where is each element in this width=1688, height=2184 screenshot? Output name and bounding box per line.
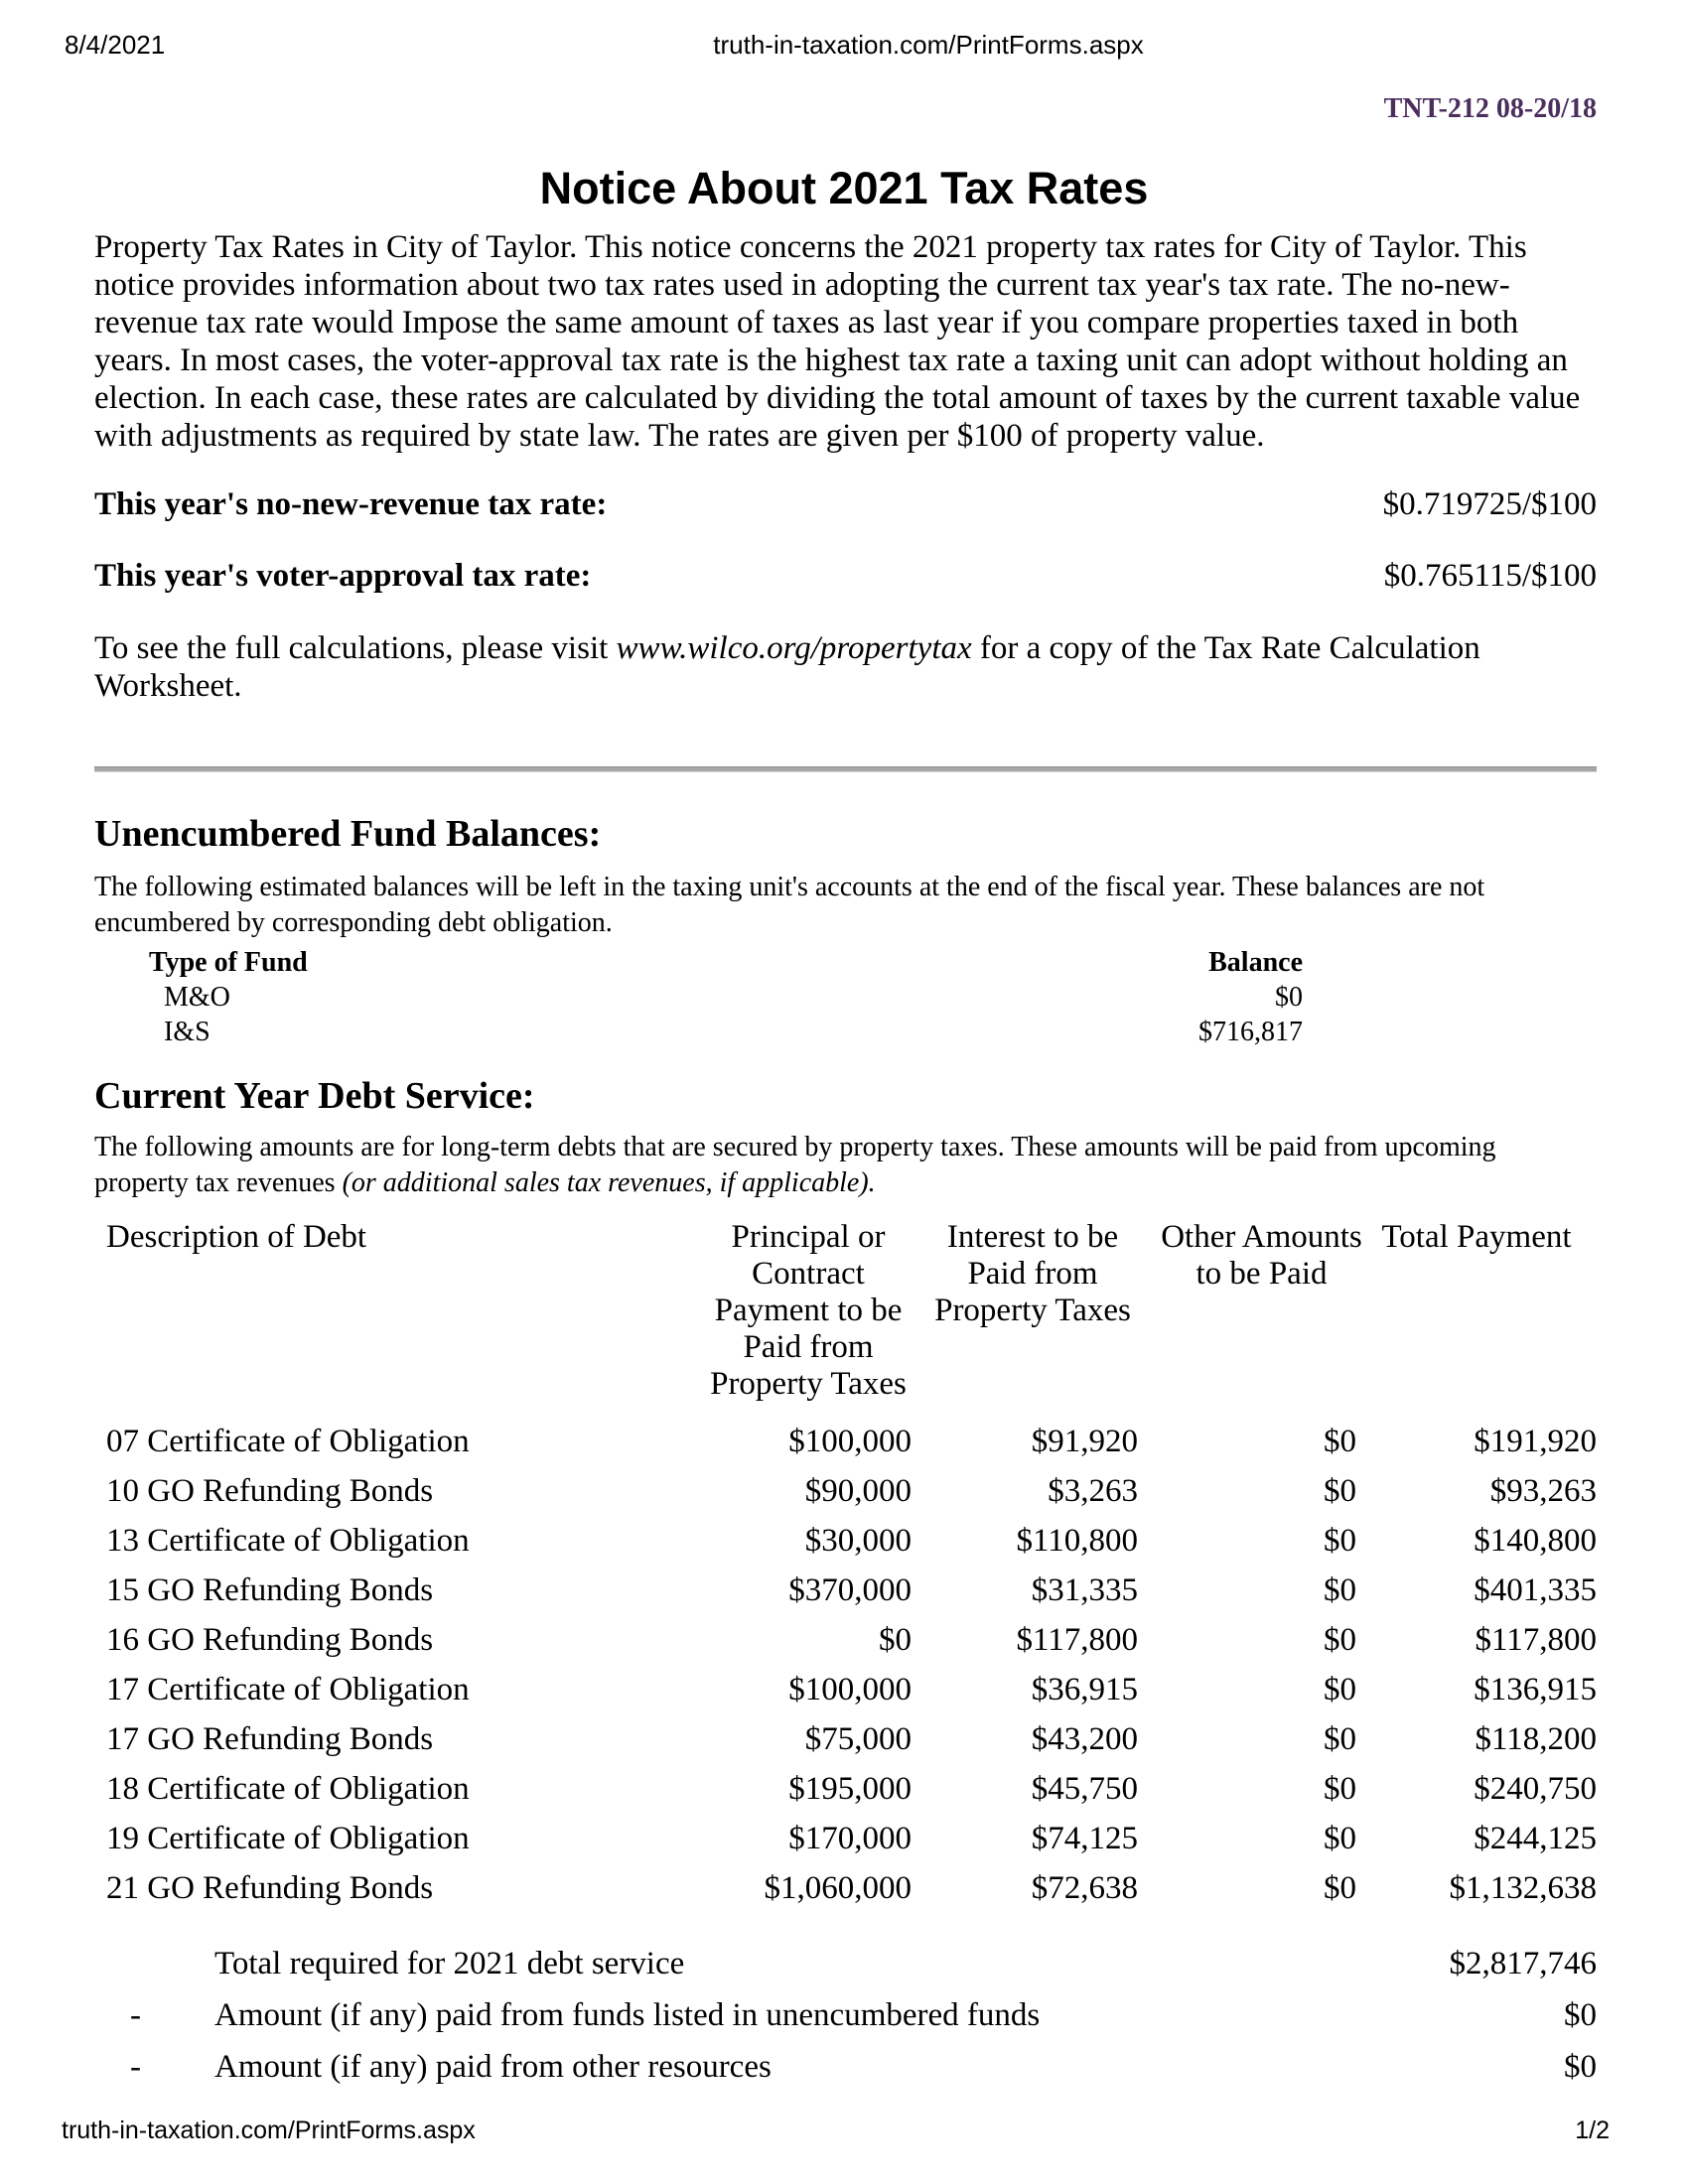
debt-interest-cell: $3,263 (1048, 1472, 1138, 1509)
fund-name-cell: M&O (164, 981, 230, 1013)
print-date: 8/4/2021 (65, 30, 166, 60)
fund-balance-header: Balance (1208, 946, 1303, 978)
debt-description-cell: 10 GO Refunding Bonds (106, 1472, 434, 1509)
debt-other-cell: $0 (1324, 1770, 1356, 1807)
propertytax-url-text: www.wilco.org/propertytax (616, 630, 972, 666)
debt-other-cell: $0 (1324, 1671, 1356, 1707)
fund-name-cell: I&S (164, 1016, 211, 1047)
debt-total-cell: $244,125 (1474, 1820, 1597, 1856)
debt-principal-cell: $370,000 (788, 1571, 912, 1608)
total-prefix-cell: - (130, 2048, 141, 2085)
total-value-cell: $2,817,746 (1449, 1945, 1597, 1981)
fund-type-header: Type of Fund (149, 946, 308, 978)
debt-other-header-text: Other Amounts to be Paid (1161, 1219, 1362, 1292)
debt-description-cell: 07 Certificate of Obligation (106, 1423, 470, 1459)
calculation-note-before: To see the full calculations, please visit (94, 630, 617, 666)
debt-interest-header (912, 1219, 1138, 1417)
debt-totals-table (94, 1938, 1597, 2093)
calculation-note (94, 629, 1597, 705)
total-required-row (94, 1938, 1597, 1989)
debt-total-cell: $117,800 (1475, 1621, 1597, 1658)
fund-balance-table (149, 945, 1303, 1049)
debt-row (94, 1466, 1597, 1516)
debt-interest-cell: $43,200 (1031, 1720, 1138, 1757)
debt-total-cell: $401,335 (1474, 1571, 1597, 1608)
total-value-cell: $0 (1564, 2048, 1597, 2085)
debt-other-cell: $0 (1324, 1820, 1356, 1856)
debt-principal-cell: $90,000 (804, 1472, 912, 1509)
debt-principal-cell: $170,000 (788, 1820, 912, 1856)
debt-total-cell: $118,200 (1475, 1720, 1597, 1757)
debt-row (94, 1665, 1597, 1714)
debt-total-cell: $191,920 (1474, 1423, 1597, 1459)
debt-service-heading: Current Year Debt Service: (94, 1075, 535, 1117)
print-header-url: truth-in-taxation.com/PrintForms.aspx (713, 30, 1144, 60)
fund-balance-cell: $716,817 (1198, 1016, 1303, 1047)
debt-description-cell: 19 Certificate of Obligation (106, 1820, 470, 1856)
debt-row (94, 1764, 1597, 1814)
unencumbered-deduction-row (94, 1989, 1597, 2041)
debt-principal-header-text: Principal or Contract Payment to be Paid from Property Taxes (710, 1219, 907, 1402)
total-label-cell: Total required for 2021 debt service (214, 1945, 685, 1981)
fund-row (149, 1015, 1303, 1049)
debt-principal-header (606, 1219, 912, 1417)
debt-total-header-text: Total Payment (1381, 1219, 1572, 1255)
debt-interest-header-text: Interest to be Paid from Property Taxes (934, 1219, 1131, 1328)
fund-row (149, 980, 1303, 1015)
debt-other-header (1138, 1219, 1362, 1417)
debt-description-cell: 17 GO Refunding Bonds (106, 1720, 434, 1757)
debt-principal-cell: $100,000 (788, 1423, 912, 1459)
voter-approval-rate-value: $0.765115/$100 (1383, 558, 1597, 594)
total-prefix-cell: - (130, 1996, 141, 2033)
debt-interest-cell: $117,800 (1016, 1621, 1138, 1658)
debt-service-table (94, 1219, 1597, 1913)
debt-description-cell: 13 Certificate of Obligation (106, 1522, 470, 1559)
debt-interest-cell: $91,920 (1031, 1423, 1138, 1459)
debt-principal-cell: $1,060,000 (764, 1869, 912, 1906)
debt-principal-cell: $30,000 (804, 1522, 912, 1559)
page-title: Notice About 2021 Tax Rates (539, 163, 1149, 214)
debt-row (94, 1417, 1597, 1466)
debt-other-cell: $0 (1324, 1621, 1356, 1658)
form-code: TNT-212 08-20/18 (1383, 93, 1597, 124)
debt-principal-cell: $75,000 (804, 1720, 912, 1757)
debt-total-cell: $93,263 (1489, 1472, 1597, 1509)
debt-service-description-italic: (or additional sales tax revenues, if applicable). (342, 1167, 876, 1198)
debt-interest-cell: $72,638 (1031, 1869, 1138, 1906)
intro-paragraph: Property Tax Rates in City of Taylor. This notice concerns the 2021 property tax rates for City of Taylor. This notice provides information about two tax rates used in adopting the current tax year's tax rate. The no-new-revenue tax rate would Impose the same amount of taxes as last year if you compare properties taxed in both years. In most cases, the voter-approval tax rate is the highest tax rate a taxing unit can adopt without holding an election. In each case, these rates are calculated by dividing the total amount of taxes by the current taxable value with adjustments as required by state law. The rates are given per $100 of property value. (94, 229, 1581, 454)
debt-other-cell: $0 (1324, 1423, 1356, 1459)
total-value-cell: $0 (1564, 1996, 1597, 2033)
debt-description-cell: 17 Certificate of Obligation (106, 1671, 470, 1707)
debt-description-header: Description of Debt (106, 1219, 367, 1255)
no-new-revenue-rate-label: This year's no-new-revenue tax rate: (94, 486, 608, 522)
debt-interest-cell: $45,750 (1031, 1770, 1138, 1807)
debt-total-cell: $1,132,638 (1449, 1869, 1597, 1906)
debt-row (94, 1516, 1597, 1566)
section-divider (94, 766, 1597, 772)
debt-description-cell: 15 GO Refunding Bonds (106, 1571, 434, 1608)
debt-other-cell: $0 (1324, 1869, 1356, 1906)
debt-service-description (94, 1130, 1597, 1201)
debt-total-cell: $140,800 (1474, 1522, 1597, 1559)
print-footer-page-number: 1/2 (1575, 2116, 1610, 2144)
debt-interest-cell: $110,800 (1016, 1522, 1138, 1559)
debt-interest-cell: $31,335 (1031, 1571, 1138, 1608)
debt-description-cell: 21 GO Refunding Bonds (106, 1869, 434, 1906)
debt-principal-cell: $100,000 (788, 1671, 912, 1707)
debt-row (94, 1814, 1597, 1863)
debt-total-header (1356, 1219, 1597, 1417)
total-label-cell: Amount (if any) paid from other resources (214, 2048, 772, 2085)
unencumbered-heading: Unencumbered Fund Balances: (94, 813, 602, 855)
debt-interest-cell: $74,125 (1031, 1820, 1138, 1856)
debt-other-cell: $0 (1324, 1571, 1356, 1608)
no-new-revenue-rate-row (94, 486, 1597, 523)
total-label-cell: Amount (if any) paid from funds listed in unencumbered funds (214, 1996, 1041, 2033)
debt-table-header-row (94, 1219, 1597, 1417)
debt-row (94, 1566, 1597, 1615)
debt-total-cell: $240,750 (1474, 1770, 1597, 1807)
debt-service-description-main: The following amounts are for long-term debts that are secured by property taxes. These amounts will be paid from upcoming property tax revenues (94, 1132, 1496, 1198)
unencumbered-description: The following estimated balances will be left in the taxing unit's accounts at the end of the fiscal year. These balances are not encumbered by corresponding debt obligation. (94, 872, 1485, 938)
debt-other-cell: $0 (1324, 1472, 1356, 1509)
voter-approval-rate-row (94, 558, 1597, 595)
fund-table-header-row (149, 945, 1303, 980)
debt-row (94, 1615, 1597, 1665)
no-new-revenue-rate-value: $0.719725/$100 (1382, 486, 1597, 522)
debt-principal-cell: $0 (879, 1621, 912, 1658)
debt-other-cell: $0 (1324, 1522, 1356, 1559)
debt-row (94, 1714, 1597, 1764)
debt-description-cell: 18 Certificate of Obligation (106, 1770, 470, 1807)
print-footer-url: truth-in-taxation.com/PrintForms.aspx (62, 2116, 476, 2144)
debt-description-cell: 16 GO Refunding Bonds (106, 1621, 434, 1658)
other-resources-deduction-row (94, 2041, 1597, 2093)
debt-total-cell: $136,915 (1474, 1671, 1597, 1707)
debt-interest-cell: $36,915 (1031, 1671, 1138, 1707)
calculation-note-after: for a copy of the Tax Rate Calculation Worksheet. (94, 630, 1480, 704)
debt-row (94, 1863, 1597, 1913)
voter-approval-rate-label: This year's voter-approval tax rate: (94, 558, 592, 594)
total-prefix-cell (94, 1938, 185, 1989)
fund-balance-cell: $0 (1275, 981, 1303, 1013)
debt-other-cell: $0 (1324, 1720, 1356, 1757)
debt-principal-cell: $195,000 (788, 1770, 912, 1807)
